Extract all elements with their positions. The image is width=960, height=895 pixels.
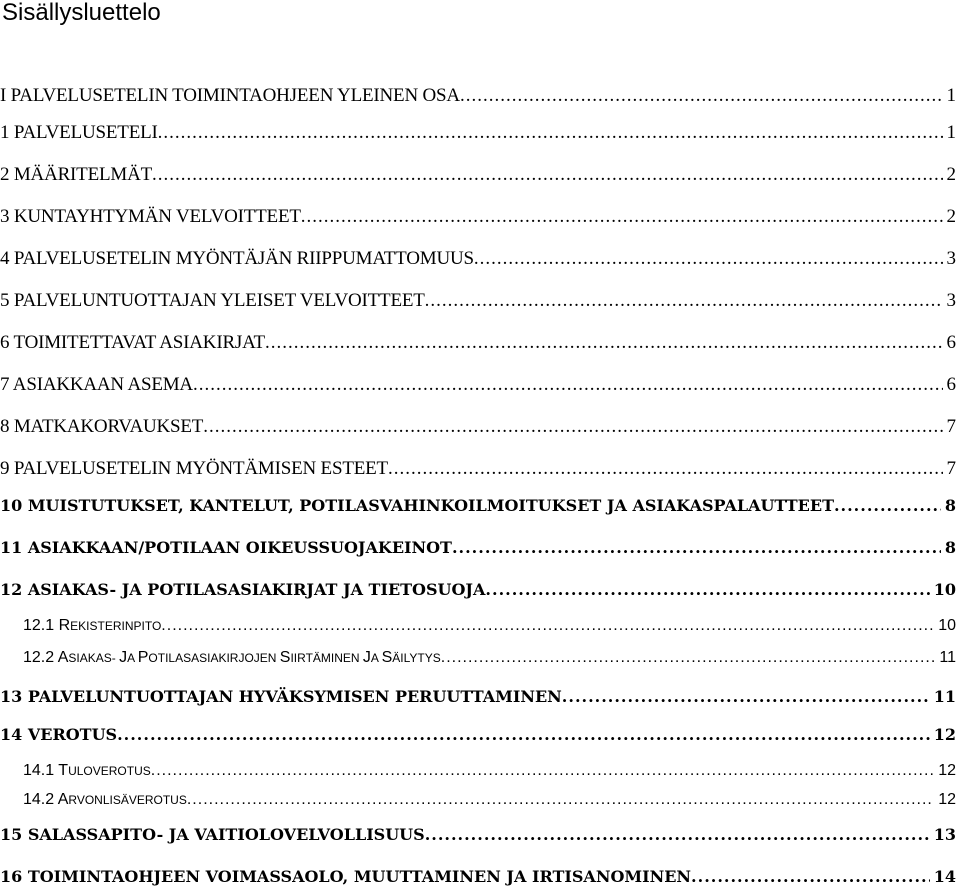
- toc-entry[interactable]: [0, 762, 956, 788]
- toc-page-number: 7: [946, 416, 956, 437]
- dot-leader: [301, 206, 943, 228]
- toc-entry-title: I PALVELUSETELIN TOIMINTAOHJEEN YLEINEN OSA: [0, 85, 460, 106]
- toc-entry-title: 12.2 ASIAKAS- JA POTILASASIAKIRJOJEN SIIRTÄMINEN JA SÄILYTYS: [23, 649, 441, 666]
- dot-leader: [474, 248, 943, 270]
- toc-entry[interactable]: [0, 122, 956, 148]
- toc-page-number: 13: [933, 825, 956, 844]
- dot-leader: [485, 580, 929, 599]
- toc-page-number: 11: [933, 687, 956, 706]
- dot-leader: [152, 164, 942, 186]
- toc-entry[interactable]: [0, 416, 956, 442]
- toc-page-number: 1: [946, 122, 956, 143]
- toc-entry[interactable]: [0, 290, 956, 316]
- toc-entry-title: 5 PALVELUNTUOTTAJAN YLEISET VELVOITTEET: [0, 290, 425, 311]
- dot-leader: [834, 496, 941, 515]
- toc-entry[interactable]: [0, 580, 956, 606]
- toc-page-number: 8: [944, 496, 956, 515]
- toc-entry-title: 6 TOIMITETTAVAT ASIAKIRJAT: [0, 332, 265, 353]
- toc-entry-title: 11 ASIAKKAAN/POTILAAN OIKEUSSUOJAKEINOT: [0, 538, 452, 557]
- toc-entry-title: 9 PALVELUSETELIN MYÖNTÄMISEN ESTEET: [0, 458, 388, 479]
- toc-entry-title: 1 PALVELUSETELI: [0, 122, 158, 143]
- toc-entry[interactable]: [0, 85, 956, 111]
- toc-page-number: 2: [946, 206, 956, 227]
- toc-entry[interactable]: [0, 206, 956, 232]
- toc-entry[interactable]: [0, 496, 956, 522]
- toc-page-number: 7: [946, 458, 956, 479]
- dot-leader: [452, 538, 941, 557]
- dot-leader: [203, 416, 942, 438]
- dot-leader: [441, 649, 936, 667]
- toc-entry[interactable]: [0, 687, 956, 713]
- page-title: Sisällysluettelo: [2, 0, 161, 26]
- dot-leader: [158, 122, 943, 144]
- dot-leader: [187, 791, 934, 809]
- dot-leader: [117, 725, 930, 744]
- toc-entry-title: 2 MÄÄRITELMÄT: [0, 164, 153, 185]
- toc-entry[interactable]: [0, 617, 956, 643]
- toc-page-number: 1: [946, 85, 956, 106]
- toc-page-number: 6: [946, 332, 956, 353]
- toc-entry-title: 14 VEROTUS: [0, 725, 118, 744]
- dot-leader: [425, 290, 943, 312]
- toc-entry-title: 15 SALASSAPITO- JA VAITIOLOVELVOLLISUUS: [0, 825, 425, 844]
- toc-entry[interactable]: [0, 332, 956, 358]
- toc-page-number: 12: [938, 791, 956, 808]
- dot-leader: [425, 825, 930, 844]
- toc-entry[interactable]: [0, 248, 956, 274]
- dot-leader: [151, 762, 934, 780]
- toc-entry-title: 13 PALVELUNTUOTTAJAN HYVÄKSYMISEN PERUUTTAMINEN: [0, 687, 562, 706]
- toc-page-number: 10: [938, 617, 956, 634]
- dot-leader: [161, 617, 934, 635]
- dot-leader: [193, 374, 943, 396]
- toc-entry[interactable]: [0, 649, 956, 675]
- toc-entry-title: 8 MATKAKORVAUKSET: [0, 416, 204, 437]
- toc-entry[interactable]: [0, 825, 956, 851]
- toc-entry[interactable]: [0, 164, 956, 190]
- toc-page-number: 6: [946, 374, 956, 395]
- toc-page-number: 2: [946, 164, 956, 185]
- toc-entry-title: 12 ASIAKAS- JA POTILASASIAKIRJAT JA TIETOSUOJA: [0, 580, 486, 599]
- toc-entry-title: 3 KUNTAYHTYMÄN VELVOITTEET: [0, 206, 301, 227]
- toc-page-number: 10: [933, 580, 956, 599]
- toc-entry-title: 4 PALVELUSETELIN MYÖNTÄJÄN RIIPPUMATTOMUUS: [0, 248, 474, 269]
- toc-entry-title: 16 TOIMINTAOHJEEN VOIMASSAOLO, MUUTTAMINEN JA IRTISANOMINEN: [0, 867, 692, 886]
- toc-entry[interactable]: [0, 725, 956, 751]
- dot-leader: [460, 85, 943, 107]
- toc-entry-title: 14.1 TULOVEROTUS: [23, 762, 151, 779]
- toc-page-number: 12: [938, 762, 956, 779]
- toc-entry[interactable]: [0, 867, 956, 893]
- dot-leader: [388, 458, 943, 480]
- toc-page-number: 12: [933, 725, 956, 744]
- toc-entry-title: 14.2 ARVONLISÄVEROTUS: [23, 791, 187, 808]
- toc-entry-title: 10 MUISTUTUKSET, KANTELUT, POTILASVAHINKOILMOITUKSET JA ASIAKASPALAUTTEET: [0, 496, 834, 515]
- toc-page-number: 3: [946, 290, 956, 311]
- toc-entry[interactable]: [0, 374, 956, 400]
- toc-page-number: 8: [944, 538, 956, 557]
- dot-leader: [691, 867, 930, 886]
- dot-leader: [562, 687, 930, 706]
- toc-entry[interactable]: [0, 538, 956, 564]
- toc-entry[interactable]: [0, 791, 956, 817]
- dot-leader: [265, 332, 943, 354]
- toc-page-number: 11: [939, 649, 956, 666]
- toc-entry-title: 7 ASIAKKAAN ASEMA: [0, 374, 193, 395]
- toc-page-number: 3: [946, 248, 956, 269]
- toc-entry[interactable]: [0, 458, 956, 484]
- toc-entry-title: 12.1 REKISTERINPITO: [23, 617, 162, 634]
- toc-page-number: 14: [933, 867, 956, 886]
